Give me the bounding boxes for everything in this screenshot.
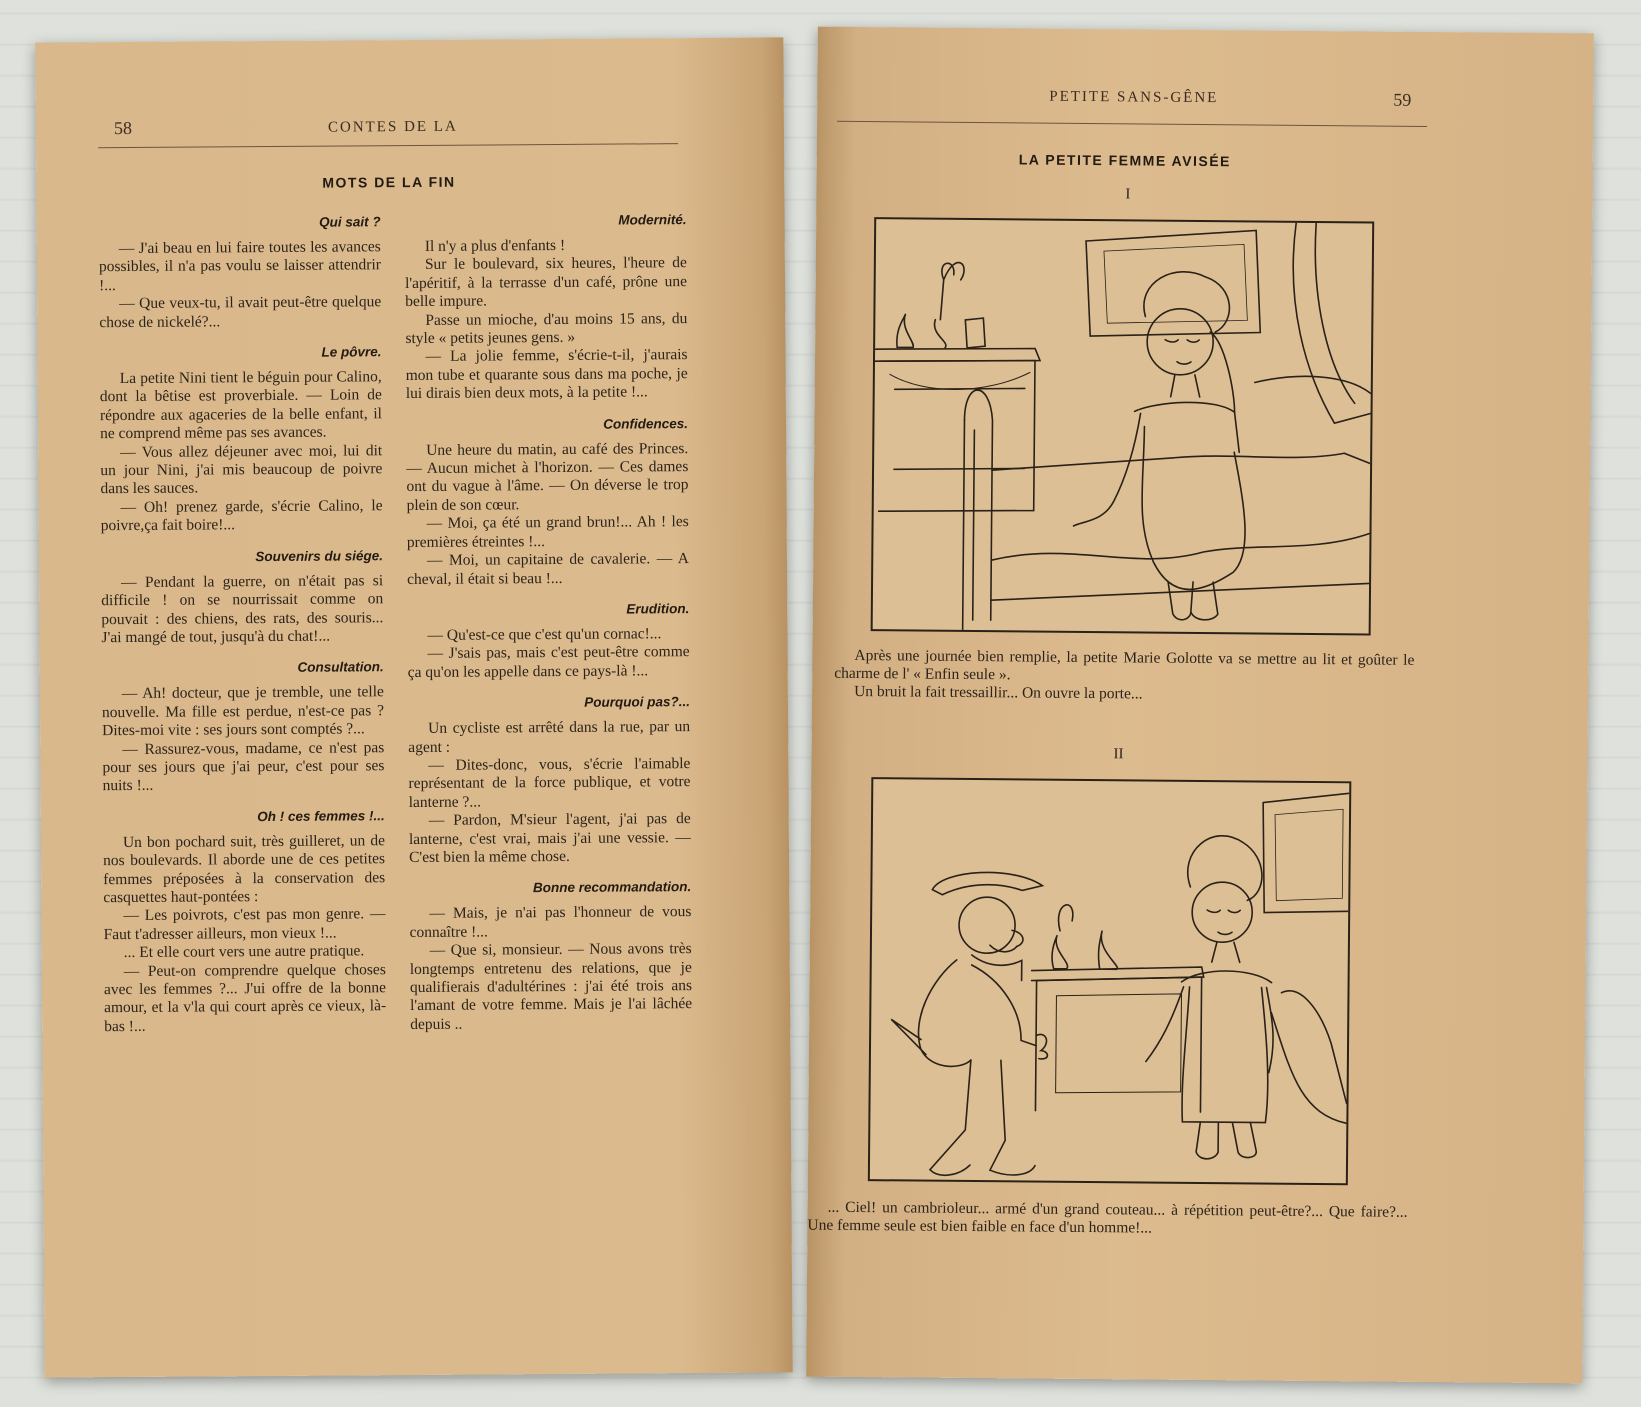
anecdote: [407, 601, 690, 682]
caption-line: Un bruit la fait tressaillir... On ouvre la porte...: [854, 682, 1143, 703]
anecdote-paragraph: Sur le boulevard, six heures, l'heure de l'apéritif, à la terrasse d'un café, prône une belle impure.: [404, 254, 688, 311]
anecdote-title: Oh ! ces femmes !...: [257, 807, 385, 824]
anecdote: [99, 344, 382, 536]
anecdote-paragraph: — Les poivrots, c'est pas mon genre. — Faut t'adresser ailleurs, mon vieux !...: [103, 905, 386, 943]
anecdote-paragraph: — Que si, monsieur. — Nous avons très longtemps entretenu des relations, que je qualifierais d'adultérines : j'ai été trois ans l'amant de votre femme. Mais je l'ai lâchée depuis ..: [409, 940, 693, 1033]
anecdote-paragraph: — Vous allez déjeuner avec moi, lui dit un jour Nini, j'ai mis beaucoup de poivre dans les sauces.: [100, 441, 383, 498]
anecdote-body: [406, 440, 689, 589]
running-head-right: PETITE SANS-GÊNE: [1049, 88, 1219, 107]
anecdote-title: Souvenirs du siége.: [255, 547, 383, 564]
page-number-left: 58: [113, 117, 133, 139]
anecdote-title: Modernité.: [618, 212, 687, 228]
anecdote-body: [101, 572, 384, 648]
anecdote-paragraph: — Que veux-tu, il avait peut-être quelque chose de nickelé?...: [99, 293, 382, 331]
section-title-left: MOTS DE LA FIN: [322, 173, 456, 191]
anecdote-body: [409, 903, 692, 1034]
anecdote-title: Bonne recommandation.: [532, 879, 692, 896]
anecdote-paragraph: — Moi, un capitaine de cavalerie. — A cheval, il était si beau !...: [407, 550, 690, 588]
right-page: [806, 27, 1594, 1384]
anecdote-paragraph: — Dites-donc, vous, s'écrie l'aimable représentant de la force publique, et votre lanterne ?...: [408, 755, 691, 811]
caption-panel-1: [834, 647, 1414, 706]
anecdote-title: Confidences.: [603, 415, 689, 432]
anecdote-title: Erudition.: [626, 600, 690, 617]
section-title-right: LA PETITE FEMME AVISÉE: [1018, 151, 1231, 170]
illustration-panel-2: [868, 777, 1352, 1185]
panel-numeral-1: I: [1125, 186, 1131, 203]
anecdote-paragraph: La petite Nini tient le béguin pour Calino, dont la bêtise est proverbiale. — Loin de répondre aux agaceries de la belle enfant, il ne comprend même pas ses avances.: [99, 368, 383, 443]
anecdote-body: [103, 832, 386, 1036]
anecdote: [406, 416, 689, 589]
right-column: [405, 212, 693, 1048]
anecdote: [409, 879, 692, 1034]
caption-line: Après une journée bien remplie, la petite Marie Golotte va se mettre au lit et goûter le charme de l' « Enfin seule ».: [834, 646, 1415, 684]
anecdote-paragraph: — J'ai beau en lui faire toutes les avances possibles, il n'a pas voulu se laisser attendrir !...: [98, 238, 381, 295]
anecdote-title: Consultation.: [297, 659, 384, 676]
anecdote-paragraph: — Qu'est-ce que c'est qu'un cornac!...: [427, 625, 662, 644]
caption-panel-2: [807, 1199, 1407, 1240]
panel-numeral-2: II: [1113, 746, 1124, 763]
anecdote-body: [405, 236, 688, 404]
anecdote-paragraph: — Ah! docteur, que je tremble, une telle nouvelle. Ma fille est perdue, n'est-ce pas ? Dites-moi vite : ses jours sont comptés ?...: [101, 683, 385, 740]
anecdote-body: [100, 368, 383, 536]
page-number-right: 59: [1393, 89, 1412, 110]
anecdote-paragraph: — J'sais pas, mais c'est peut-être comme ça qu'on les appelle dans ce pays-là !...: [407, 643, 690, 681]
anecdote: [99, 214, 382, 332]
header-rule-left: [98, 143, 678, 148]
anecdote-title: Pourquoi pas?...: [584, 694, 691, 710]
anecdote-paragraph: — Moi, ça été un grand brun!... Ah ! les premières étreintes !...: [406, 513, 689, 551]
left-page: [35, 37, 792, 1377]
left-column: [99, 214, 387, 1050]
anecdote: [408, 694, 691, 867]
anecdote-paragraph: Passe un mioche, d'au moins 15 ans, du style « petits jeunes gens. »: [405, 309, 688, 348]
anecdote-title: Qui sait ?: [319, 214, 381, 230]
anecdote-paragraph: — Rassurez-vous, madame, ce n'est pas pour ses jours que j'ai peur, c'est pour ses nuits !...: [102, 738, 385, 795]
anecdote-paragraph: — Oh! prenez garde, s'écrie Calino, le poivre,ça fait boire!...: [100, 497, 383, 535]
anecdote-paragraph: Un cycliste est arrêté dans la rue, par un agent :: [408, 718, 691, 756]
anecdote-paragraph: ... Et elle court vers une autre pratique.: [123, 942, 365, 962]
anecdote-body: [99, 238, 382, 332]
anecdote: [101, 548, 384, 648]
illustration-panel-1: [871, 217, 1375, 635]
anecdote-body: [102, 684, 385, 796]
anecdote: [102, 660, 385, 796]
anecdote-paragraph: — Pendant la guerre, on n'était pas si difficile ! on se nourrissait comme on pouvait : des chiens, des rats, des souris... J'ai mangé de tout, jusqu'à du chat!...: [101, 571, 384, 647]
anecdote-paragraph: — Mais, je n'ai pas l'honneur de vous connaître !...: [409, 903, 692, 941]
anecdote-paragraph: Un bon pochard suit, très guilleret, un de nos boulevards. Il aborde une de ces petites femmes préposées à la conservation des casquettes haut-pontées :: [103, 831, 386, 907]
anecdote-paragraph: — Pardon, M'sieur l'agent, j'ai pas de lanterne, c'est vrai, mais j'ai une vessie. — C'est bien la même chose.: [408, 810, 691, 867]
anecdote-body: [408, 718, 691, 867]
anecdote-title: Le pôvre.: [321, 344, 382, 360]
anecdote-body: [407, 625, 689, 682]
anecdote-paragraph: — La jolie femme, s'écrie-t-il, j'aurais mon tube et quarante sous dans ma poche, je lui dirais bien deux mots, à la petite !...: [405, 346, 688, 403]
anecdote-paragraph: Il n'y a plus d'enfants !: [424, 236, 566, 255]
anecdote-paragraph: — Peut-on comprendre quelque choses avec les femmes ?... J'ui offre de la bonne amour, et la v'la qui court après ce vieux, là-bas !...: [103, 960, 387, 1035]
anecdote-paragraph: Une heure du matin, au café des Princes. — Aucun michet à l'horizon. — Ces dames ont du vague à l'âme. — On déverse le trop plein de son cœur.: [406, 439, 689, 514]
caption-line: ... Ciel! un cambrioleur... armé d'un grand couteau... à répétition peut-être?... Que faire?... Une femme seule est bien faible en face d'un homme!...: [807, 1198, 1408, 1237]
anecdote: [103, 808, 387, 1036]
bedroom-illustration: [873, 219, 1373, 633]
burglar-illustration: [870, 779, 1349, 1183]
header-rule-right: [837, 121, 1427, 127]
running-head-left: CONTES DE LA: [327, 118, 458, 136]
anecdote: [405, 212, 688, 404]
